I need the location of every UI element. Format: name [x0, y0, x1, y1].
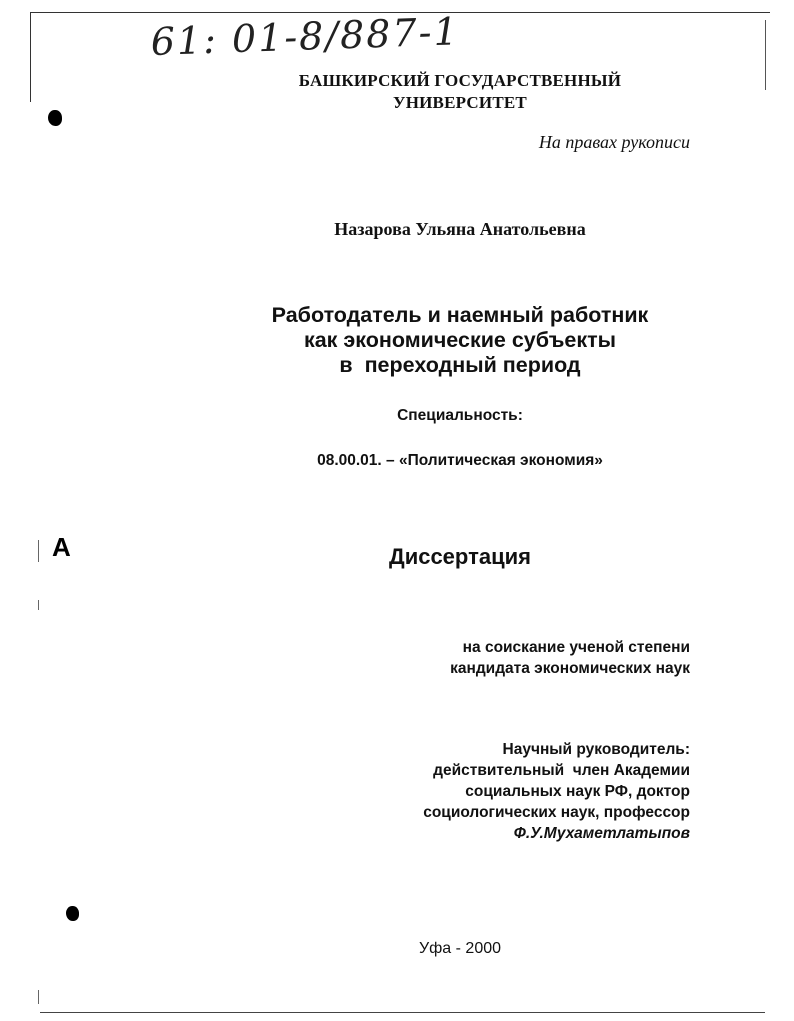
university-line-2: УНИВЕРСИТЕТ: [393, 93, 527, 112]
title-line-1: Работодатель и наемный работник: [271, 303, 649, 327]
handwritten-archive-stamp: 61: 01-8/887-1: [150, 9, 461, 64]
title-line-3: в переходный период: [339, 353, 581, 377]
scan-edge-left: [30, 12, 31, 102]
scan-edge-bottom: [40, 1012, 765, 1013]
degree-statement: [450, 637, 690, 679]
margin-tick: [38, 540, 39, 562]
advisor-name: Ф.У.Мухаметлатыпов: [513, 825, 690, 842]
advisor-line-2: действительный член Академии: [433, 762, 690, 779]
title-line-2: как экономические субъекты: [303, 328, 617, 352]
punch-hole-mark: [48, 110, 62, 126]
degree-line-1: на соискание ученой степени: [462, 639, 690, 656]
margin-tick: [38, 600, 39, 610]
advisor-line-3: социальных наук РФ, доктор: [465, 783, 690, 800]
advisor-line-1: Научный руководитель:: [502, 741, 690, 758]
specialty-label: Специальность:: [397, 407, 523, 424]
manuscript-rights-note: На правах рукописи: [538, 132, 690, 152]
margin-letter-mark: A: [52, 532, 71, 562]
document-type: Диссертация: [389, 544, 531, 569]
university-name: [280, 70, 640, 114]
punch-hole-mark: [66, 906, 79, 921]
author-name: Назарова Ульяна Анатольевна: [334, 219, 586, 239]
scientific-advisor: [423, 739, 690, 844]
dissertation-title: [230, 303, 690, 378]
scan-edge-right: [765, 20, 766, 90]
specialty-value: 08.00.01. – «Политическая экономия»: [317, 452, 603, 469]
degree-line-2: кандидата экономических наук: [450, 660, 690, 677]
university-line-1: БАШКИРСКИЙ ГОСУДАРСТВЕННЫЙ: [298, 71, 622, 90]
margin-tick: [38, 990, 39, 1004]
place-and-year: Уфа - 2000: [418, 940, 502, 957]
advisor-line-4: социологических наук, профессор: [423, 804, 690, 821]
